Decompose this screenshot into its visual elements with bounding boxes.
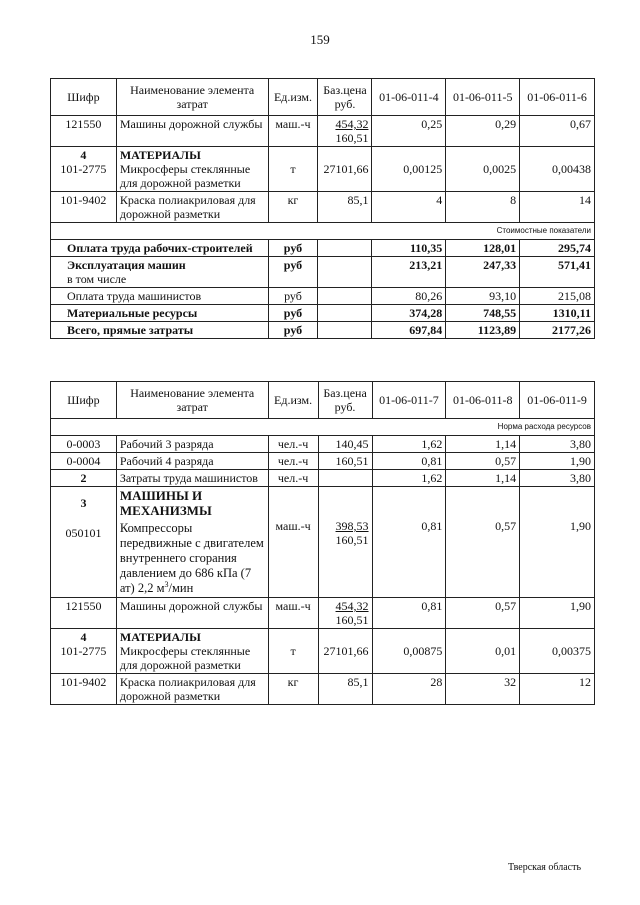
row-unit (268, 629, 318, 674)
row-value-2: 0,57 (446, 453, 520, 470)
material-code: 101-2775 (60, 162, 107, 176)
table-row (51, 436, 595, 453)
section-title: МАТЕРИАЛЫ (119, 148, 201, 162)
row-value-3: 12 (520, 674, 595, 705)
material-value: 0,00875 (403, 644, 443, 658)
cost-value-1: 697,84 (372, 322, 446, 339)
cost-value-3: 2177,26 (520, 322, 595, 339)
row-value-2: 32 (446, 674, 520, 705)
header-col-2: 01-06-011-5 (446, 79, 520, 116)
row-code (51, 487, 117, 598)
machine-code: 050101 (65, 526, 102, 540)
row-value-1: 4 (372, 192, 446, 223)
cost-note: Стоимостные показатели (51, 223, 595, 240)
header-name: Наименование элемента затрат (116, 382, 268, 419)
estimate-table-2 (50, 381, 595, 705)
row-value-2: 8 (446, 192, 520, 223)
header-col-1: 01-06-011-4 (372, 79, 446, 116)
row-value-2: 0,29 (446, 116, 520, 147)
header-unit: Ед.изм. (268, 382, 318, 419)
row-code: 2 (51, 470, 117, 487)
table-row (51, 116, 595, 147)
row-unit: чел.-ч (268, 470, 318, 487)
cost-value-3: 571,41 (520, 257, 595, 288)
cost-name: Всего, прямые затраты (51, 322, 269, 339)
row-value-3: 1,90 (520, 453, 595, 470)
row-unit: чел.-ч (268, 453, 318, 470)
header-col-3: 01-06-011-6 (520, 79, 595, 116)
cost-subtitle: в том числе (67, 272, 127, 286)
section-number: 3 (80, 496, 87, 510)
header-name: Наименование элемента затрат (116, 79, 268, 116)
cost-row (51, 288, 595, 305)
estimate-table-1 (50, 78, 595, 339)
cost-name: Оплата труда рабочих-строителей (51, 240, 269, 257)
row-value-2: 1,14 (446, 470, 520, 487)
row-price: 85,1 (318, 192, 372, 223)
cost-note-row (51, 223, 595, 240)
cost-value-2: 128,01 (446, 240, 520, 257)
header-col-2: 01-06-011-8 (446, 382, 520, 419)
cost-name: Материальные ресурсы (51, 305, 269, 322)
row-name: Краска полиакриловая для дорожной разметки (116, 192, 268, 223)
row-price-empty (318, 470, 372, 487)
row-unit: кг (268, 674, 318, 705)
row-value-2: 1,14 (446, 436, 520, 453)
cost-value-1: 374,28 (372, 305, 446, 322)
row-code: 101-9402 (51, 192, 117, 223)
row-price: 85,1 (318, 674, 372, 705)
footer-region: Тверская область (508, 862, 582, 873)
row-value-1: 28 (372, 674, 446, 705)
cost-value-1: 110,35 (372, 240, 446, 257)
row-unit (268, 487, 318, 598)
table-row (51, 629, 595, 674)
row-unit: маш.-ч (268, 598, 318, 629)
row-code: 0-0003 (51, 436, 117, 453)
row-value-3: 14 (520, 192, 595, 223)
row-value-3 (520, 487, 595, 598)
row-name (116, 147, 268, 192)
machine-value: 1,90 (570, 519, 591, 533)
material-price: 27101,66 (323, 644, 369, 658)
machine-value: 0,81 (421, 519, 443, 533)
norm-note-row (51, 419, 595, 436)
price-top: 398,53 (335, 519, 369, 533)
row-name: Рабочий 4 разряда (116, 453, 268, 470)
row-code: 121550 (51, 116, 117, 147)
row-value-1: 0,81 (372, 598, 446, 629)
cost-unit: руб (268, 305, 318, 322)
row-value-2 (446, 147, 520, 192)
table-row (51, 487, 595, 598)
row-value-2: 0,57 (446, 598, 520, 629)
row-unit (268, 147, 318, 192)
row-code: 0-0004 (51, 453, 117, 470)
row-price (318, 487, 372, 598)
cost-unit: руб (268, 288, 318, 305)
row-price (318, 147, 372, 192)
material-value: 0,00125 (403, 162, 443, 176)
material-value: 0,00438 (552, 162, 591, 176)
row-value-3 (520, 147, 595, 192)
cost-value-3: 295,74 (520, 240, 595, 257)
row-value-1: 1,62 (372, 470, 446, 487)
row-value-1: 1,62 (372, 436, 446, 453)
row-value-2 (446, 487, 520, 598)
header-code: Шифр (51, 382, 117, 419)
row-unit: кг (268, 192, 318, 223)
row-name: Машины дорожной службы (116, 116, 268, 147)
cost-value-2: 247,33 (446, 257, 520, 288)
cost-price-empty (318, 240, 372, 257)
material-unit: т (290, 162, 296, 176)
section-number: 4 (80, 148, 87, 162)
row-value-3: 3,80 (520, 436, 595, 453)
row-value-3 (520, 629, 595, 674)
row-value-1: 0,25 (372, 116, 446, 147)
price-bottom: 160,51 (335, 131, 369, 145)
cost-name: Оплата труда машинистов (51, 288, 269, 305)
material-name: Микросферы стеклянные для дорожной разметки (119, 644, 251, 672)
material-code: 101-2775 (60, 644, 107, 658)
row-value-1 (372, 147, 446, 192)
row-value-3: 0,67 (520, 116, 595, 147)
cost-value-2: 93,10 (446, 288, 520, 305)
header-col-3: 01-06-011-9 (520, 382, 595, 419)
row-name (116, 487, 268, 598)
row-name: Затраты труда машинистов (116, 470, 268, 487)
machine-unit: маш.-ч (275, 519, 311, 533)
cost-row (51, 322, 595, 339)
cost-row (51, 305, 595, 322)
cost-unit: руб (268, 257, 318, 288)
material-value: 0,0025 (483, 162, 517, 176)
cost-value-2: 1123,89 (446, 322, 520, 339)
row-code: 121550 (51, 598, 117, 629)
row-price: 160,51 (318, 453, 372, 470)
material-unit: т (290, 644, 296, 658)
section-title: МАТЕРИАЛЫ (119, 630, 201, 644)
cost-value-1: 80,26 (372, 288, 446, 305)
row-name: Краска полиакриловая для дорожной разметки (116, 674, 268, 705)
row-code (51, 629, 117, 674)
row-value-3: 3,80 (520, 470, 595, 487)
row-code (51, 147, 117, 192)
row-value-1 (372, 487, 446, 598)
row-price (318, 629, 372, 674)
cost-value-3: 215,08 (520, 288, 595, 305)
header-col-1: 01-06-011-7 (372, 382, 446, 419)
table-row (51, 470, 595, 487)
cost-row (51, 240, 595, 257)
cost-price-empty (318, 257, 372, 288)
page-number: 159 (310, 32, 330, 47)
row-price: 140,45 (318, 436, 372, 453)
row-code: 101-9402 (51, 674, 117, 705)
cost-name (51, 257, 269, 288)
cost-price-empty (318, 305, 372, 322)
price-top: 454,32 (335, 599, 369, 613)
cost-unit: руб (268, 322, 318, 339)
material-value: 0,01 (495, 644, 517, 658)
table-row (51, 192, 595, 223)
table-row (51, 598, 595, 629)
material-value: 0,00375 (552, 644, 591, 658)
row-value-3: 1,90 (520, 598, 595, 629)
table-header-row (51, 382, 595, 419)
price-bottom: 160,51 (335, 533, 369, 547)
table-row (51, 674, 595, 705)
row-value-2 (446, 629, 520, 674)
row-price (318, 598, 372, 629)
norm-note: Норма расхода ресурсов (51, 419, 595, 436)
cost-price-empty (318, 288, 372, 305)
cost-value-2: 748,55 (446, 305, 520, 322)
table-header-row (51, 79, 595, 116)
cost-value-3: 1310,11 (520, 305, 595, 322)
material-name: Микросферы стеклянные для дорожной разметки (119, 162, 251, 190)
row-name (116, 629, 268, 674)
cost-price-empty (318, 322, 372, 339)
header-unit: Ед.изм. (268, 79, 318, 116)
section-title: МАШИНЫ И МЕХАНИЗМЫ (119, 488, 212, 518)
table-row (51, 147, 595, 192)
cost-value-1: 213,21 (372, 257, 446, 288)
cost-row (51, 257, 595, 288)
cost-unit: руб (268, 240, 318, 257)
header-price: Баз.цена руб. (318, 79, 372, 116)
row-unit: чел.-ч (268, 436, 318, 453)
row-unit: маш.-ч (268, 116, 318, 147)
section-number: 4 (80, 630, 87, 644)
table-row (51, 453, 595, 470)
row-name: Рабочий 3 разряда (116, 436, 268, 453)
material-price: 27101,66 (323, 162, 369, 176)
row-value-1 (372, 629, 446, 674)
machine-name: Компрессоры передвижные с двигателем внутреннего сгорания давлением до 686 кПа (7 ат) 2,2 $м^3$/мин (119, 521, 264, 595)
price-bottom: 160,51 (335, 613, 369, 627)
price-top: 454,32 (335, 117, 369, 131)
machine-value: 0,57 (495, 519, 517, 533)
row-value-1: 0,81 (372, 453, 446, 470)
cost-title: Эксплуатация машин (67, 258, 186, 272)
row-price (318, 116, 372, 147)
header-price: Баз.цена руб. (318, 382, 372, 419)
header-code: Шифр (51, 79, 117, 116)
row-name: Машины дорожной службы (116, 598, 268, 629)
